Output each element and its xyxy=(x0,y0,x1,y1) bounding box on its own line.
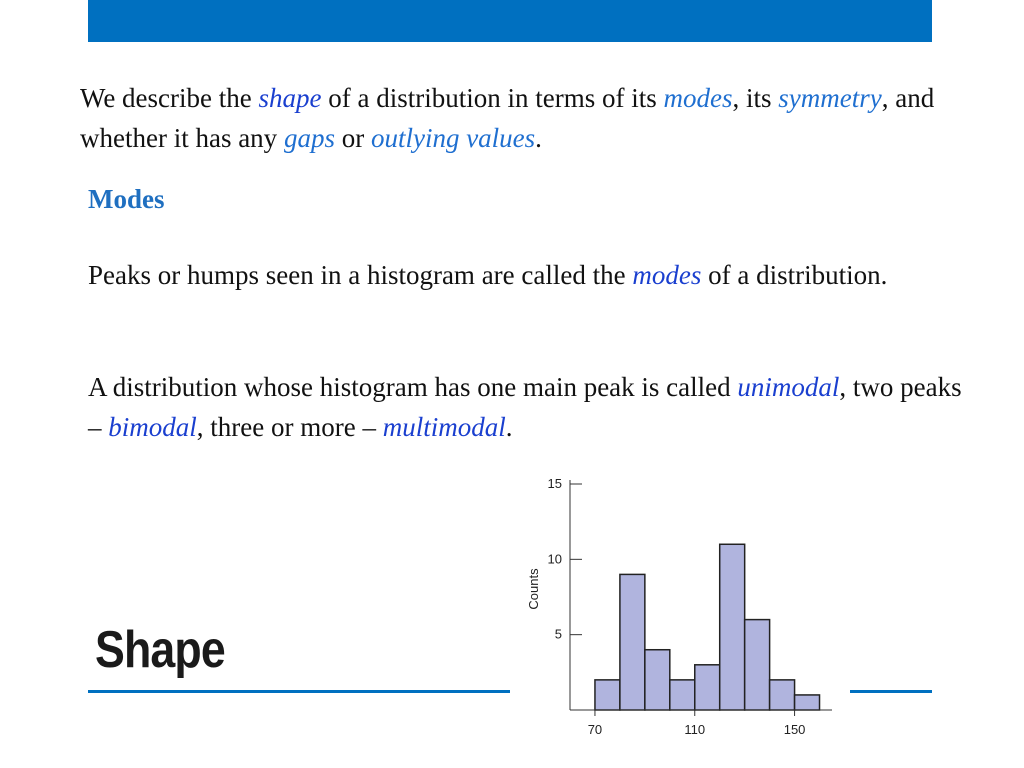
histogram-bar-90 xyxy=(645,650,670,710)
y-tick-label-15: 15 xyxy=(547,476,562,491)
peaks-paragraph: Peaks or humps seen in a histogram are called the modes of a distribution. xyxy=(88,260,888,290)
histogram-bar-80 xyxy=(620,574,645,710)
title-underline-left xyxy=(88,690,518,693)
term-symmetry: symmetry xyxy=(778,83,882,113)
term-gaps: gaps xyxy=(283,123,335,153)
histogram-bar-70 xyxy=(595,680,620,710)
term-modes-2: modes xyxy=(632,260,702,290)
histogram-chart xyxy=(510,468,850,768)
slide-title: Shape xyxy=(95,621,225,679)
term-modes: modes xyxy=(663,83,733,113)
modes-heading: Modes xyxy=(88,184,165,214)
intro-paragraph: We describe the shape of a distribution in terms of its modes, its symmetry, and whether it has any gaps or outlying values. xyxy=(80,83,935,153)
x-tick-label-110: 110 xyxy=(684,722,706,737)
title-underline-right xyxy=(848,690,932,693)
header-bar xyxy=(88,0,932,42)
histogram-bar-150 xyxy=(795,695,820,710)
term-unimodal: unimodal xyxy=(737,372,840,402)
x-tick-label-150: 150 xyxy=(783,722,806,737)
histogram-bar-110 xyxy=(695,665,720,710)
term-shape: shape xyxy=(258,83,322,113)
y-tick-label-10: 10 xyxy=(547,551,562,567)
histogram-bar-140 xyxy=(770,680,795,710)
histogram-bar-130 xyxy=(745,620,770,710)
histogram-bar-120 xyxy=(720,544,745,710)
histogram-bar-100 xyxy=(670,680,695,710)
term-multimodal: multimodal xyxy=(382,412,506,442)
unimodal-paragraph: A distribution whose histogram has one main peak is called unimodal, two peaks – bimodal, three or more – multimodal. xyxy=(88,372,962,442)
y-tick-label-5: 5 xyxy=(554,626,562,642)
term-outlying-values: outlying values xyxy=(370,123,536,153)
y-axis-label: Counts xyxy=(526,568,541,610)
histogram-bars xyxy=(595,544,820,710)
term-bimodal: bimodal xyxy=(108,412,197,442)
x-tick-label-70: 70 xyxy=(587,722,603,737)
